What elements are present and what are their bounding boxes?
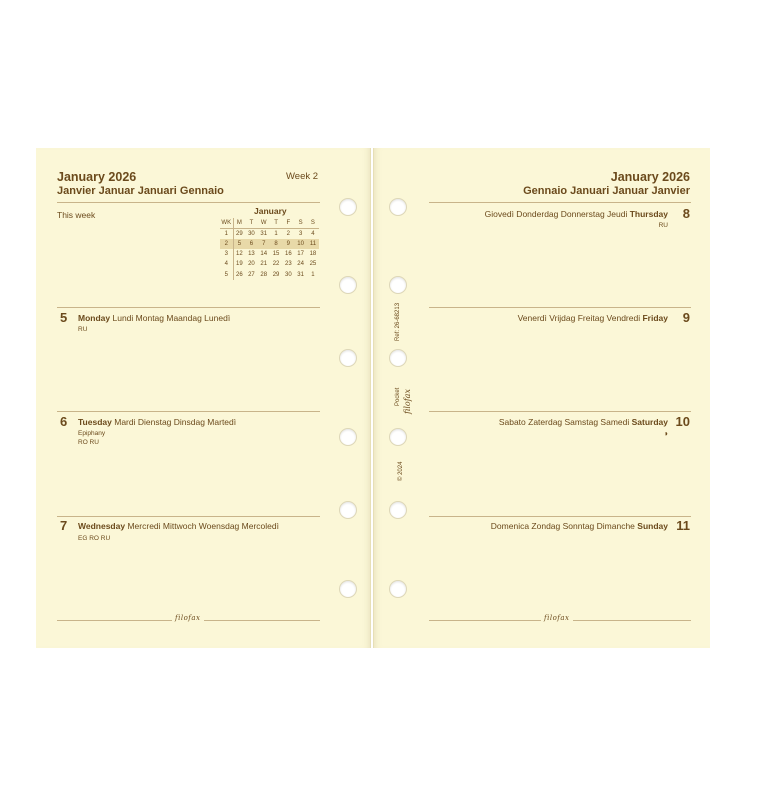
mini-calendar-header-cell: S <box>294 218 306 228</box>
mini-calendar-day: 14 <box>260 251 268 258</box>
mini-calendar-day: 29 <box>236 230 243 237</box>
day-note: Epiphany <box>78 430 106 437</box>
binder-hole <box>339 276 357 294</box>
mini-calendar-day: 25 <box>309 261 317 268</box>
mini-calendar-week-number: 3 <box>220 249 233 259</box>
header-rule <box>57 202 320 203</box>
day-number: 8 <box>682 206 690 221</box>
mini-calendar-day: 11 <box>307 239 319 249</box>
reference-code: Ref: 26-68213 <box>395 302 401 341</box>
mini-calendar-day: 1 <box>274 230 278 237</box>
binder-hole <box>389 501 407 519</box>
binder-hole <box>389 276 407 294</box>
copyright: © 2024 <box>398 461 404 481</box>
day-names <box>499 417 668 427</box>
day-name-english: Monday <box>78 313 111 323</box>
binder-hole <box>389 580 407 598</box>
day-number: 6 <box>60 414 68 429</box>
mini-calendar-day: 4 <box>311 230 315 237</box>
mini-calendar-day: 27 <box>248 271 255 278</box>
mini-calendar-day: 10 <box>294 239 306 249</box>
mini-calendar-day: 13 <box>248 251 255 258</box>
mini-calendar-day: 22 <box>272 261 280 268</box>
size-label: Pocket <box>395 387 401 406</box>
mini-calendar-day: 24 <box>297 261 304 268</box>
mini-calendar-day: 20 <box>248 261 255 268</box>
mini-calendar-day: 23 <box>284 261 292 268</box>
day-number: 11 <box>676 518 690 533</box>
mini-calendar-day: 28 <box>260 271 268 278</box>
mini-calendar-week-row <box>220 259 319 269</box>
mini-calendar-day: 12 <box>236 251 243 258</box>
day-note: RU <box>78 326 88 333</box>
day-names <box>491 521 668 531</box>
mini-calendar-header-cell: T <box>245 218 257 228</box>
day-number: 9 <box>682 310 690 325</box>
day-note: RU <box>658 222 668 229</box>
mini-calendar-week-row <box>220 249 319 259</box>
mini-calendar-header-cell: M <box>233 218 245 228</box>
mini-calendar-week-row <box>220 228 319 238</box>
filofax-logo: filofax <box>541 614 573 622</box>
mini-calendar-day: 18 <box>309 251 317 258</box>
left-page-title: January 2026 <box>57 170 137 184</box>
mini-calendar-day: 31 <box>297 271 304 278</box>
filofax-logo: filofax <box>172 614 204 622</box>
day-name-english: Wednesday <box>78 521 126 531</box>
binder-hole <box>389 198 407 216</box>
day-note: EG RO RU <box>78 535 111 542</box>
right-page <box>373 148 710 648</box>
mini-calendar-day: 5 <box>233 239 245 249</box>
mini-calendar-header-row <box>220 218 319 228</box>
header-rule <box>429 202 691 203</box>
mini-calendar-week-number: 1 <box>220 228 233 238</box>
mini-calendar-week-row <box>220 239 319 249</box>
day-names <box>485 209 668 219</box>
day-name-translations: Mercredi Mittwoch Woensdag Mercoledì <box>127 521 279 531</box>
binder-hole <box>339 198 357 216</box>
day-number: 10 <box>675 414 690 429</box>
moon-phase-icon: ◑ <box>663 429 668 438</box>
mini-calendar-week-number: 5 <box>220 269 233 279</box>
day-rule <box>429 307 691 308</box>
mini-calendar-header-cell: S <box>307 218 319 228</box>
mini-calendar-day: 15 <box>272 251 280 258</box>
filofax-spine-logo: filofax <box>403 389 412 414</box>
day-names <box>78 417 236 427</box>
mini-calendar-day: 3 <box>298 230 303 237</box>
this-week-label: This week <box>57 210 96 220</box>
day-name-english: Thursday <box>629 209 668 219</box>
mini-calendar-day: 8 <box>270 239 282 249</box>
day-names <box>78 521 279 531</box>
mini-calendar-day: 30 <box>284 271 292 278</box>
right-page-subtitle: Gennaio Januari Januar Janvier <box>523 185 690 197</box>
binder-hole <box>389 428 407 446</box>
day-rule <box>429 411 691 412</box>
day-number: 7 <box>60 518 68 533</box>
day-name-translations: Venerdì Vrijdag Freitag Vendredi <box>517 313 641 323</box>
mini-calendar-day: 7 <box>258 239 270 249</box>
day-name-translations: Mardi Dienstag Dinsdag Martedì <box>114 417 237 427</box>
day-name-translations: Sabato Zaterdag Samstag Samedi <box>498 417 630 427</box>
day-name-translations: Giovedì Donderdag Donnerstag Jeudi <box>484 209 628 219</box>
day-rule <box>57 411 320 412</box>
mini-calendar-day: 29 <box>272 271 280 278</box>
mini-calendar-day: 30 <box>248 230 255 237</box>
day-name-english: Sunday <box>637 521 668 531</box>
mini-calendar-header-cell: WK <box>220 218 233 228</box>
mini-calendar-day: 26 <box>236 271 243 278</box>
right-page-title: January 2026 <box>610 170 690 184</box>
day-note: RO RU <box>78 439 99 446</box>
mini-calendar-week-number: 2 <box>220 239 233 249</box>
left-page <box>36 148 371 648</box>
day-name-translations: Lundi Montag Maandag Lunedì <box>112 313 231 323</box>
mini-calendar-month: January <box>254 206 287 216</box>
binder-hole <box>339 501 357 519</box>
mini-calendar-day: 19 <box>236 261 243 268</box>
mini-calendar-day: 21 <box>260 261 268 268</box>
mini-calendar-grid <box>220 218 319 280</box>
week-number: Week 2 <box>286 171 319 182</box>
mini-calendar-header-cell: W <box>258 218 270 228</box>
day-name-english: Tuesday <box>78 417 112 427</box>
mini-calendar-day: 1 <box>311 271 315 278</box>
day-rule <box>57 516 320 517</box>
day-rule <box>57 307 320 308</box>
day-number: 5 <box>60 310 68 325</box>
mini-calendar-week-row <box>220 269 319 279</box>
day-name-english: Friday <box>642 313 668 323</box>
mini-calendar-day: 17 <box>297 251 304 258</box>
planner-spread <box>36 148 710 648</box>
day-rule <box>429 516 691 517</box>
day-name-translations: Domenica Zondag Sonntag Dimanche <box>490 521 635 531</box>
binder-hole <box>339 349 357 367</box>
mini-calendar-header-cell: T <box>270 218 282 228</box>
binder-hole <box>339 428 357 446</box>
mini-calendar-day: 6 <box>245 239 257 249</box>
day-names <box>78 313 230 323</box>
mini-calendar-day: 9 <box>282 239 294 249</box>
binder-hole <box>389 349 407 367</box>
mini-calendar-day: 16 <box>284 251 292 258</box>
left-page-subtitle: Janvier Januar Januari Gennaio <box>57 185 224 197</box>
mini-calendar-header-cell: F <box>282 218 294 228</box>
mini-calendar-day: 2 <box>286 230 290 237</box>
mini-calendar-day: 31 <box>260 230 268 237</box>
binder-hole <box>339 580 357 598</box>
mini-calendar-week-number: 4 <box>220 259 233 269</box>
day-names <box>518 313 668 323</box>
day-name-english: Saturday <box>631 417 668 427</box>
